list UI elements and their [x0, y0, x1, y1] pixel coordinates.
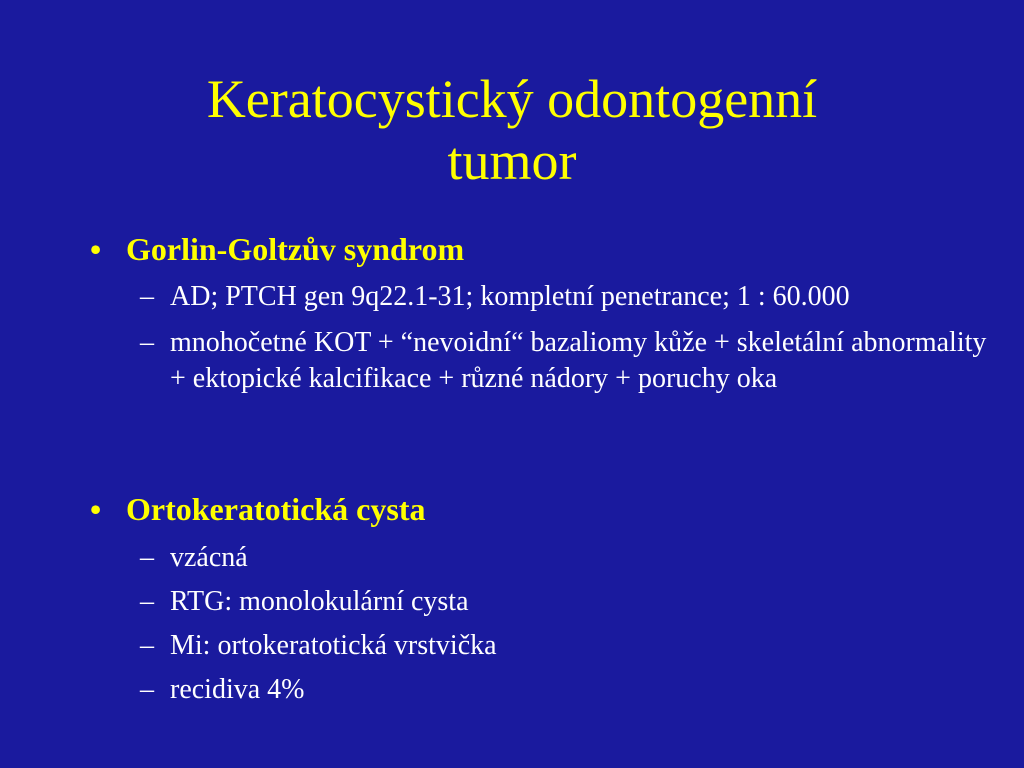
slide-title-line-1: Keratocystický odontogenní: [206, 69, 818, 129]
list-item: [140, 672, 1010, 708]
list-item: [140, 540, 1010, 576]
dash-icon: –: [140, 281, 154, 312]
bullet-icon: •: [90, 491, 102, 527]
slide-title: [0, 68, 1024, 192]
dash-icon: –: [140, 327, 154, 358]
list-item-text: AD; PTCH gen 9q22.1-31; kompletní penetrance; 1 : 60.000: [170, 281, 850, 312]
list-item-text: Mi: ortokeratotická vrstvička: [170, 630, 497, 661]
list-item-text: mnohočetné KOT + “nevoidní“ bazaliomy kůže + skeletální abnormality + ektopické kalcifikace + různé nádory + poruchy oka: [170, 327, 987, 394]
list-item: [140, 279, 1010, 315]
list-item: [140, 628, 1010, 664]
bullet-icon: •: [90, 231, 102, 267]
dash-icon: –: [140, 542, 154, 573]
dash-icon: –: [140, 630, 154, 661]
section-heading-text: Ortokeratotická cysta: [126, 491, 426, 527]
list-item-text: recidiva 4%: [170, 674, 305, 705]
section-heading-text: Gorlin-Goltzův syndrom: [126, 231, 465, 267]
list-item-text: vzácná: [170, 542, 248, 573]
list-item: [140, 584, 1010, 620]
list-item-text: RTG: monolokulární cysta: [170, 586, 469, 617]
slide-title-line-2: tumor: [447, 131, 577, 191]
list-item: [140, 325, 1000, 397]
dash-icon: –: [140, 586, 154, 617]
dash-icon: –: [140, 674, 154, 705]
